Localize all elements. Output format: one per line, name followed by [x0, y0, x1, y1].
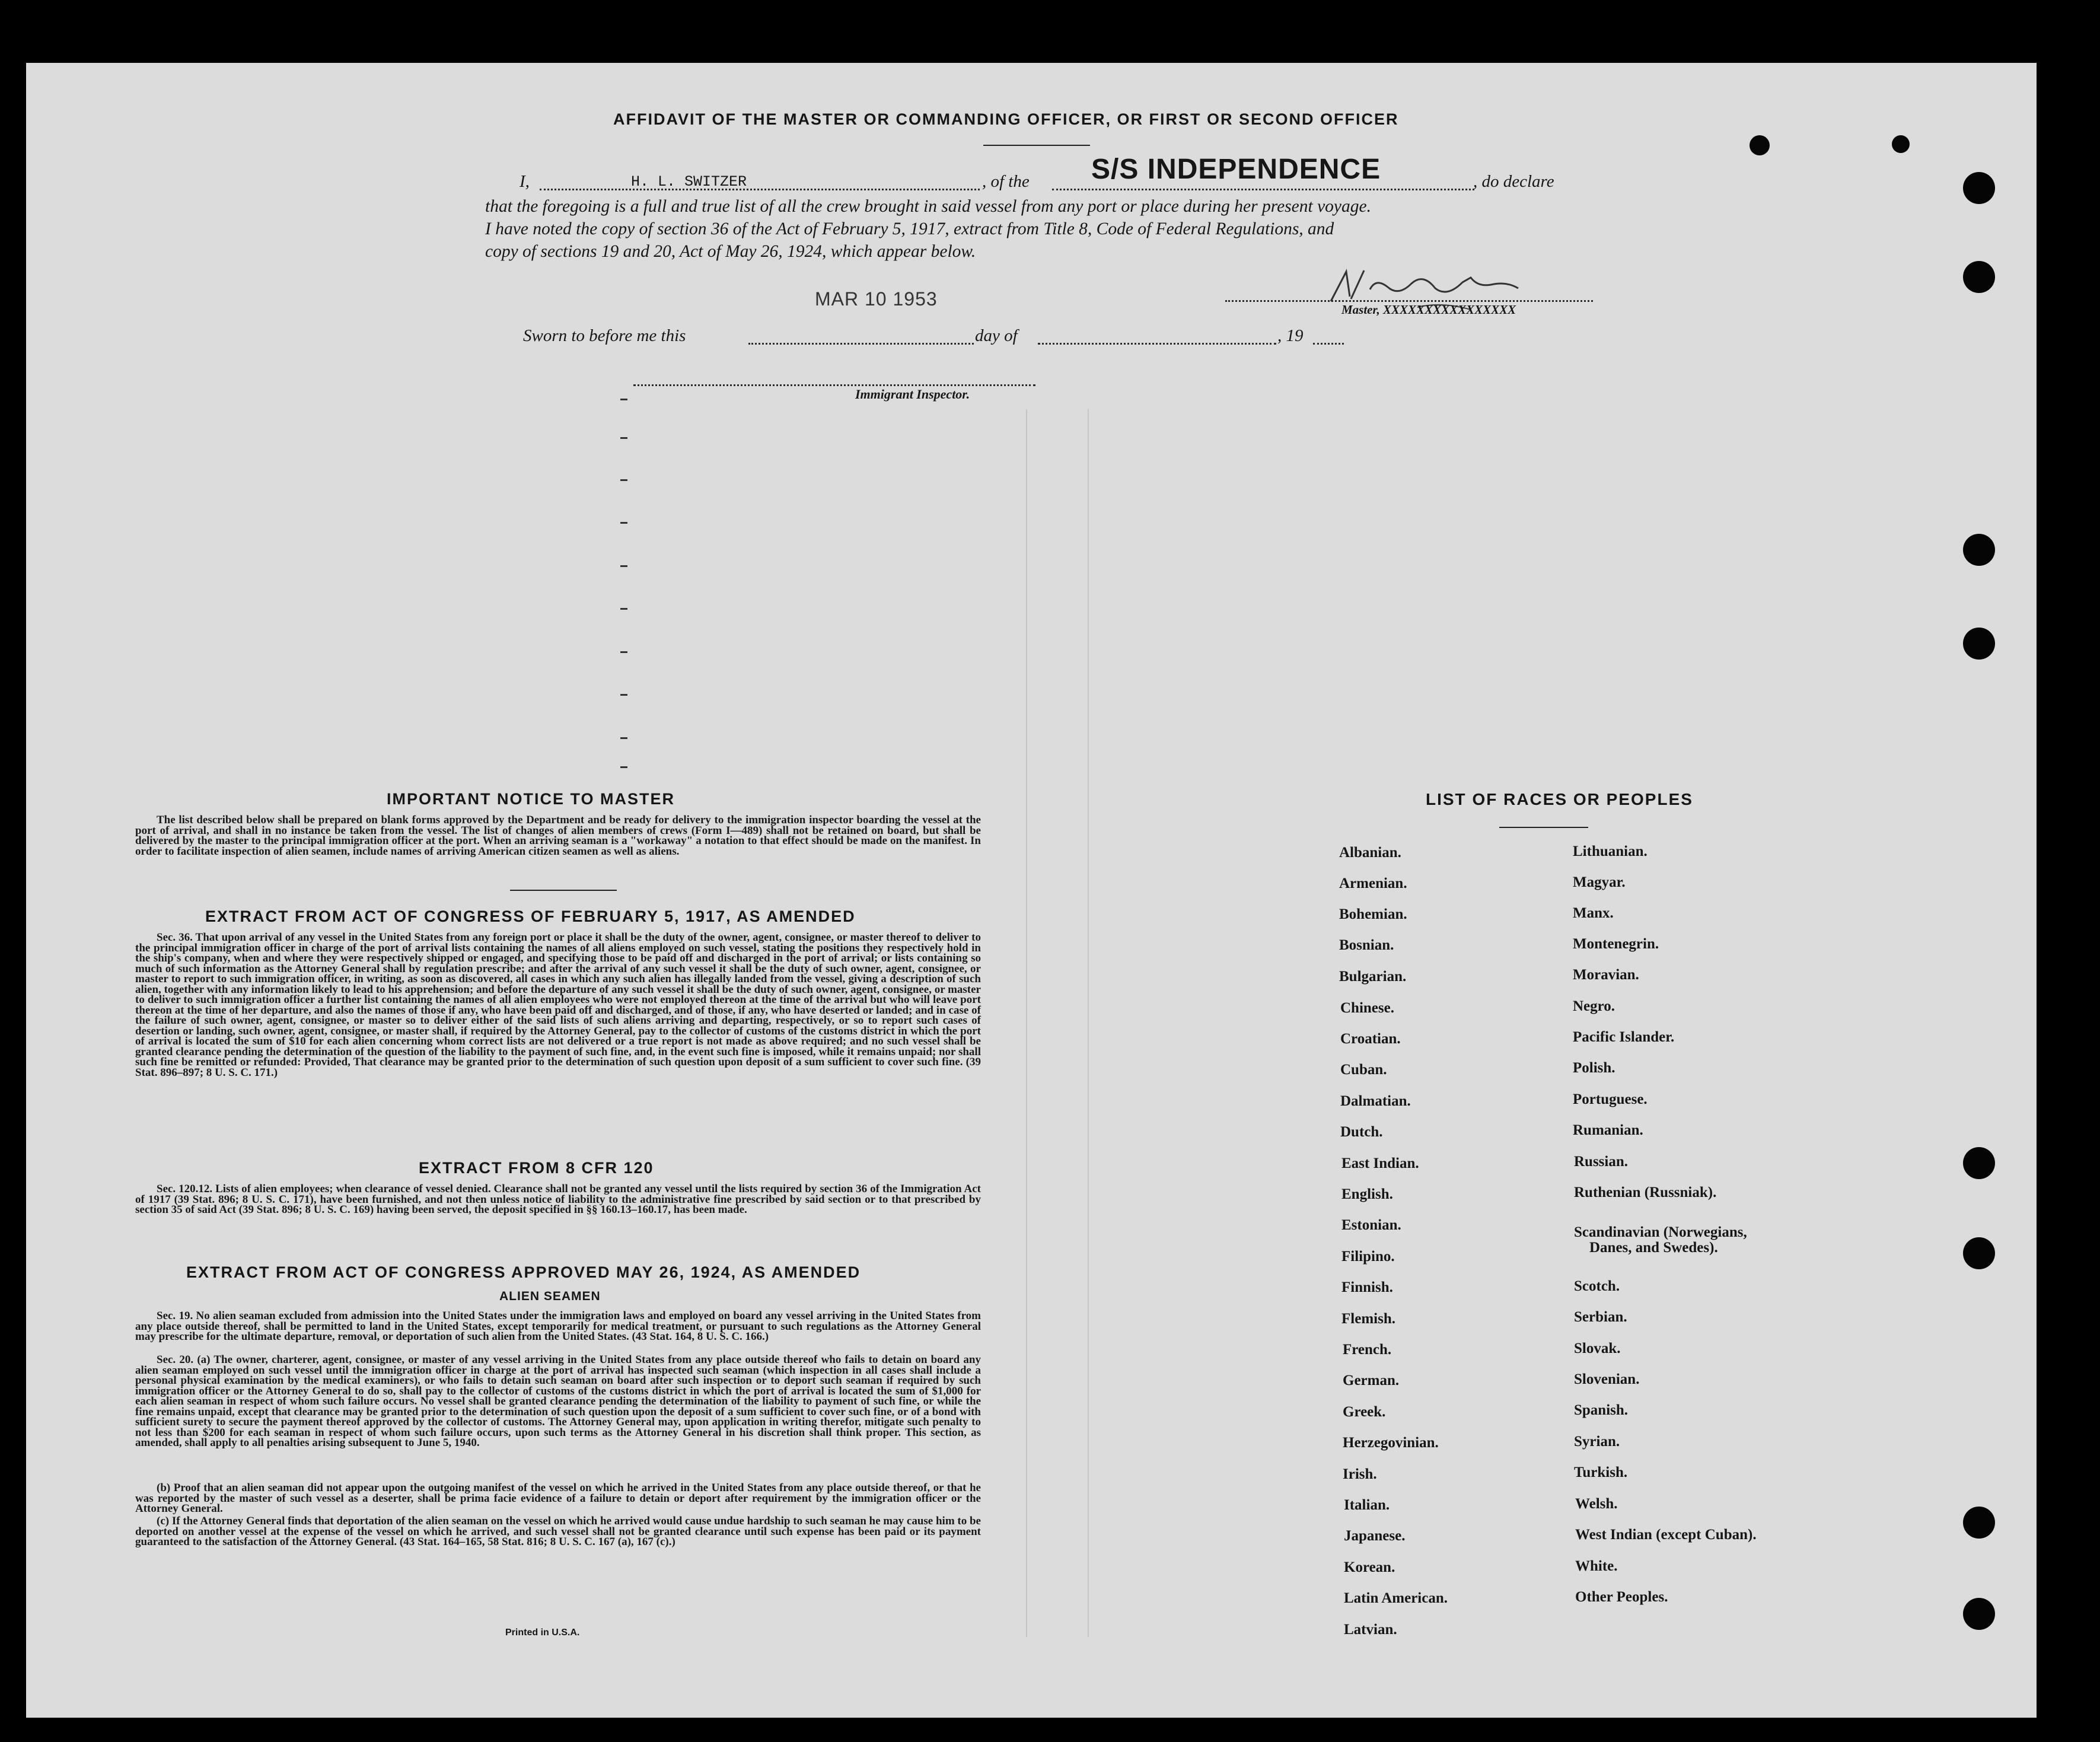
punch-hole: [1963, 1598, 1995, 1630]
do-declare-label: , do declare: [1473, 172, 1554, 191]
affidavit-title: AFFIDAVIT OF THE MASTER OR COMMANDING OFFICER, OR FIRST OR SECOND OFFICER: [613, 110, 1399, 128]
column-rule: [1026, 409, 1027, 1637]
race-left: Bohemian.: [1339, 906, 1407, 922]
race-left: Chinese.: [1340, 1000, 1394, 1016]
tick-mark: [620, 737, 627, 739]
race-left: Italian.: [1344, 1497, 1390, 1513]
race-left: Greek.: [1343, 1404, 1386, 1420]
tick-mark: [620, 565, 627, 567]
sec-20b-text: (b) Proof that an alien seaman did not appear upon the outgoing manifest of the vessel on which he arrived in the United States from any place outside thereof, or that he was reported by the master of such vessel as a deserter, shall be prima facie evidence of a failure to detain or deport after requirement by the immigration officer or the Attorney General.: [135, 1482, 981, 1515]
i-label: I,: [520, 172, 530, 191]
sec-20a-text: Sec. 20. (a) The owner, charterer, agent, consignee, or master of any vessel arriving in the United States from any place outside thereof who fails to detain on board any alien seaman employed on such vessel until the immigration officer in charge at the port of arrival has inspected such seaman (which inspection in all cases shall include a personal physical examination by the medical examiners), or who fails to detain such seaman on board after such inspection or to deport such seaman if required by such immigration officer or the Attorney General to do so, shall pay to the collector of customs of the customs district in which the port of arrival is located the sum of $1,000 for each alien seaman in respect of whom such failure occurs. No vessel shall be granted clearance pending the determination of the liability to payment of such fine, or while the fine remains unpaid, except that clearance may be granted prior to the determination of such question upon the deposit of a sum sufficient to cover such fine, or of a bond with sufficient surety to secure the payment thereof approved by the collector of customs. The Attorney General may, upon application in writing therefor, mitigate such penalty to not less than $200 for each seaman in respect of whom such failure occurs, upon such terms as the Attorney General in his discretion shall think proper. This section, as amended, shall apply to all penalties arising subsequent to June 5, 1940.: [135, 1354, 981, 1449]
race-left: Latvian.: [1344, 1622, 1397, 1638]
punch-hole: [1963, 628, 1995, 660]
race-right: Ruthenian (Russniak).: [1574, 1184, 1717, 1200]
race-left: Latin American.: [1344, 1590, 1448, 1606]
race-right: Moravian.: [1573, 967, 1639, 983]
punch-hole: [1963, 261, 1995, 293]
punch-hole: [1963, 534, 1995, 566]
section-divider: [510, 890, 617, 891]
notice-text: The list described below shall be prepared on blank forms approved by the Department and be ready for delivery to the immigration inspector boarding the vessel at the port of arrival, and shall in no instance be taken from the vessel. The list of changes of alien members of crews (Form I—489) shall not be retained on board, but shall be delivered by the master to the principal immigration officer at the port. When an arriving seaman is a "workaway" a notation to that effect should be made on the manifest. In order to facilitate inspection of alien seamen, include names of arriving American citizen seamen as well as aliens.: [135, 814, 981, 858]
race-right: Slovenian.: [1574, 1371, 1640, 1387]
title-divider: [983, 145, 1090, 146]
tick-mark: [620, 399, 627, 400]
tick-mark: [620, 608, 627, 610]
of-the-label: , of the: [982, 172, 1030, 191]
race-left: Bulgarian.: [1339, 969, 1407, 985]
race-right: Other Peoples.: [1575, 1589, 1668, 1605]
punch-hole: [1963, 1237, 1995, 1269]
race-right: Turkish.: [1574, 1464, 1628, 1480]
race-left: Korean.: [1344, 1559, 1395, 1575]
race-left: Herzegovinian.: [1343, 1435, 1439, 1451]
extract-cfr-text: Sec. 120.12. Lists of alien employees; when clearance of vessel denied. Clearance shall not be granted any vessel until the lists required by section 36 of the Immigration Act of 1917 (39 Stat. 896; 8 U. S. C. 171), have been furnished, and not then unless notice of liability to the administrative fine prescribed by said section or to that prescribed by section 35 of said Act (39 Stat. 896; 8 U. S. C. 169) having been served, the deposit specified in §§ 160.13–160.17, has been made.: [135, 1183, 981, 1216]
race-left: Japanese.: [1344, 1528, 1406, 1544]
race-left: Albanian.: [1339, 845, 1401, 861]
extract-cfr-title: EXTRACT FROM 8 CFR 120: [419, 1159, 654, 1177]
sworn-label: Sworn to before me this: [523, 326, 686, 345]
race-right: Montenegrin.: [1573, 936, 1659, 952]
race-right: Russian.: [1574, 1154, 1629, 1170]
races-title: LIST OF RACES OR PEOPLES: [1426, 790, 1693, 808]
race-right: Scandinavian (Norwegians,: [1574, 1224, 1747, 1240]
tick-mark: [620, 479, 627, 481]
tick-mark: [620, 694, 627, 696]
master-name: H. L. SWITZER: [631, 173, 747, 190]
printed-in-usa: Printed in U.S.A.: [505, 1628, 580, 1638]
race-right: Syrian.: [1574, 1434, 1620, 1450]
race-right: Manx.: [1573, 905, 1614, 921]
race-left: Flemish.: [1341, 1311, 1395, 1327]
race-right: Scotch.: [1574, 1278, 1620, 1294]
vessel-field-line: [1052, 189, 1474, 190]
inspector-label: Immigrant Inspector.: [855, 387, 970, 402]
ink-blot: [1750, 135, 1770, 155]
alien-seamen-subtitle: ALIEN SEAMEN: [499, 1289, 601, 1303]
race-right: West Indian (except Cuban).: [1575, 1527, 1757, 1543]
form-sheet: [26, 63, 2037, 1718]
race-right: Rumanian.: [1573, 1122, 1643, 1138]
affidavit-line-3: I have noted the copy of section 36 of the Act of February 5, 1917, extract from Title 8, Code of Federal Regulations, and: [485, 219, 1334, 238]
notice-title: IMPORTANT NOTICE TO MASTER: [387, 790, 675, 808]
tick-mark: [620, 522, 627, 524]
race-left: French.: [1343, 1342, 1392, 1358]
race-left: English.: [1341, 1186, 1393, 1202]
race-right: Negro.: [1573, 998, 1615, 1014]
race-right: Magyar.: [1573, 874, 1626, 890]
signature-caption: Master, XXXXXXXXXXXXXXXX: [1341, 302, 1516, 317]
affidavit-line-4: copy of sections 19 and 20, Act of May 26, 1924, which appear below.: [485, 242, 976, 261]
race-right: Pacific Islander.: [1573, 1029, 1675, 1045]
race-right: Spanish.: [1574, 1402, 1629, 1418]
race-left: German.: [1343, 1372, 1400, 1388]
race-left: Irish.: [1343, 1466, 1377, 1482]
name-field-line: [540, 189, 980, 190]
race-left: Bosnian.: [1339, 937, 1394, 953]
race-left: Dalmatian.: [1340, 1093, 1411, 1109]
race-left: Dutch.: [1340, 1124, 1383, 1140]
races-divider: [1499, 827, 1588, 828]
sec-20c-text: (c) If the Attorney General finds that deportation of the alien seaman on the vessel on which he arrived would cause undue hardship to such seaman he may cause him to be deported on another vessel at the expense of the vessel on which he arrived, and such vessel shall not be granted clearance until such expense has been paid or its payment guaranteed to the satisfaction of the Attorney General. (43 Stat. 164–165, 58 Stat. 816; 8 U. S. C. 167 (a), 167 (c).): [135, 1515, 981, 1548]
day-of-label: day of: [975, 326, 1018, 345]
race-right: White.: [1575, 1558, 1618, 1574]
punch-hole: [1963, 1147, 1995, 1179]
race-right: Welsh.: [1575, 1496, 1618, 1512]
race-left: Finnish.: [1341, 1279, 1393, 1295]
race-left: Cuban.: [1340, 1062, 1387, 1078]
date-stamp: MAR 10 1953: [815, 288, 938, 310]
tick-mark: [620, 766, 627, 768]
inspector-signature-line: [633, 384, 1035, 386]
ink-blot: [1892, 135, 1910, 153]
sworn-month-line: [1038, 343, 1276, 345]
punch-hole: [1963, 172, 1995, 204]
race-right: Slovak.: [1574, 1340, 1621, 1356]
race-right: Polish.: [1573, 1060, 1615, 1076]
year-label: , 19: [1277, 326, 1304, 345]
race-right: Lithuanian.: [1573, 843, 1648, 859]
race-left: Croatian.: [1340, 1031, 1401, 1047]
sec-19-text: Sec. 19. No alien seaman excluded from admission into the United States under the immigration laws and employed on board any vessel arriving in the United States from any place outside thereof, shall be permitted to land in the United States, except temporarily for medical treatment, or pursuant to such regulations as the Attorney General may prescribe for the ultimate departure, removal, or deportation of such alien from the United States. (43 Stat. 164, 8 U. S. C. 166.): [135, 1310, 981, 1343]
race-left: Estonian.: [1341, 1217, 1401, 1233]
tick-mark: [620, 651, 627, 653]
race-left: East Indian.: [1341, 1155, 1419, 1171]
signature-line: [1225, 300, 1593, 302]
race-right: Serbian.: [1574, 1309, 1627, 1325]
tick-mark: [620, 437, 627, 439]
race-right: Portuguese.: [1573, 1091, 1648, 1107]
sworn-day-line: [748, 343, 974, 345]
year-line: [1313, 343, 1344, 345]
extract-1924-title: EXTRACT FROM ACT OF CONGRESS APPROVED MAY 26, 1924, AS AMENDED: [186, 1263, 861, 1281]
race-right: Danes, and Swedes).: [1589, 1240, 1718, 1256]
race-left: Armenian.: [1339, 875, 1407, 891]
extract-1917-text: Sec. 36. That upon arrival of any vessel in the United States from any foreign port or place it shall be the duty of the owner, agent, consignee, or master thereof to deliver to the principal immigration officer in charge of the port of arrival lists containing the names of all aliens employed on such vessel, stating the positions they respectively hold in the ship's company, when and where they were respectively shipped or engaged, and specifying those to be paid off and discharged in the port of arrival; or lists containing so much of such information as the Attorney General shall by regulation prescribe; and after the arrival of any such vessel it shall be the duty of such owner, agent, consignee, or master to report to such immigration officer, in writing, as soon as discovered, all cases in which any such alien has illegally landed from the vessel, giving a description of such alien, together with any information likely to lead to his apprehension; and before the departure of any such vessel it shall be the duty of such owner, agent, consignee, or master to deliver to such immigration officer a further list containing the names of all alien employees who were not employed thereon at the time of the arrival but who will leave port thereon at the time of her departure, and also the names of those if any, who have been paid off and discharged, and of those, if any, who have deserted or landed; and in case of the failure of such owner, agent, consignee, or master so to deliver either of the said lists of such aliens arriving and departing, respectively, or so to report such cases of desertion or landing, such owner, agent, consignee, or master shall, if required by the Attorney General, pay to the collector of customs of the customs district in which the port of arrival is located the sum of $10 for each alien concerning whom correct lists are not delivered or a true report is not made as above required; and no such vessel shall be granted clearance pending the determination of the question of the liability to the payment of such fine, and, in the event such fine is imposed, while it remains unpaid; nor shall such fine be remitted or refunded: Provided, That clearance may be granted prior to the determination of such question upon deposit of a sum sufficient to cover such fine. (39 Stat. 896–897; 8 U. S. C. 171.): [135, 931, 981, 1079]
punch-hole: [1963, 1507, 1995, 1539]
column-rule: [1088, 409, 1089, 1637]
race-left: Filipino.: [1341, 1249, 1395, 1265]
vessel-name: S/S INDEPENDENCE: [1091, 154, 1381, 185]
extract-1917-title: EXTRACT FROM ACT OF CONGRESS OF FEBRUARY 5, 1917, AS AMENDED: [205, 907, 856, 925]
affidavit-line-2: that the foregoing is a full and true list of all the crew brought in said vessel from any port or place during her present voyage.: [485, 197, 1371, 216]
